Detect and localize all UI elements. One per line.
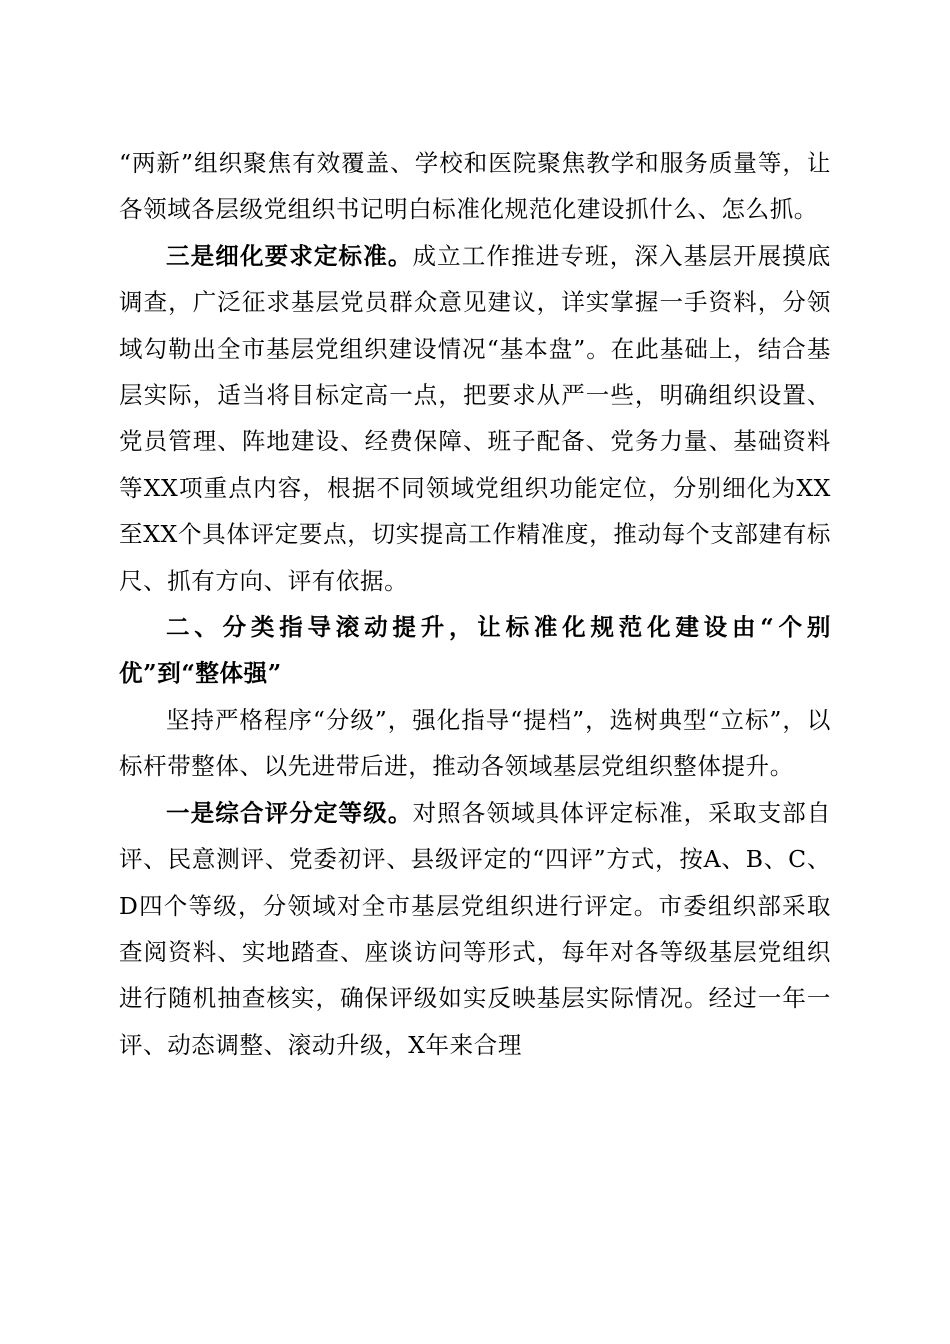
paragraph-lead-heading: 一是综合评分定等级。: [166, 798, 413, 827]
paragraph-lead-heading: 三是细化要求定标准。: [166, 241, 413, 270]
paragraph-continuation: [119, 140, 831, 233]
paragraph-text: 对照各领域具体评定标准，采取支部自评、民意测评、党委初评、县级评定的“四评”方式，按A、B、C、D四个等级，分领域对全市基层党组织进行评定。市委组织部采取查阅资料、实地踏查、座谈访问等形式，每年对各等级基层党组织进行随机抽查核实，确保评级如实反映基层实际情况。经过一年一评、动态调整、滚动升级，X年来合理: [119, 798, 831, 1059]
paragraph-section-intro: [119, 697, 831, 790]
paragraph-text: 成立工作推进专班，深入基层开展摸底调查，广泛征求基层党员群众意见建议，详实掌握一手资料，分领域勾勒出全市基层党组织建设情况“基本盘”。在此基础上，结合基层实际，适当将目标定高一点，把要求从严一些，明确组织设置、党员管理、阵地建设、经费保障、班子配备、党务力量、基础资料等XX项重点内容，根据不同领域党组织功能定位，分别细化为XX至XX个具体评定要点，切实提高工作精准度，推动每个支部建有标尺、抓有方向、评有依据。: [119, 241, 831, 595]
document-page: [119, 140, 831, 1068]
paragraph-text: 坚持严格程序“分级”，强化指导“提档”，选树典型“立标”，以标杆带整体、以先进带后进，推动各领域基层党组织整体提升。: [119, 705, 831, 781]
paragraph-grading: [119, 790, 831, 1068]
paragraph-refine-standards: [119, 233, 831, 604]
paragraph-text: “两新”组织聚焦有效覆盖、学校和医院聚焦教学和服务质量等，让各领域各层级党组织书记明白标准化规范化建设抓什么、怎么抓。: [119, 149, 831, 224]
section-heading-2: 二、分类指导滚动提升，让标准化规范化建设由“个别优”到“整体强”: [119, 613, 831, 688]
